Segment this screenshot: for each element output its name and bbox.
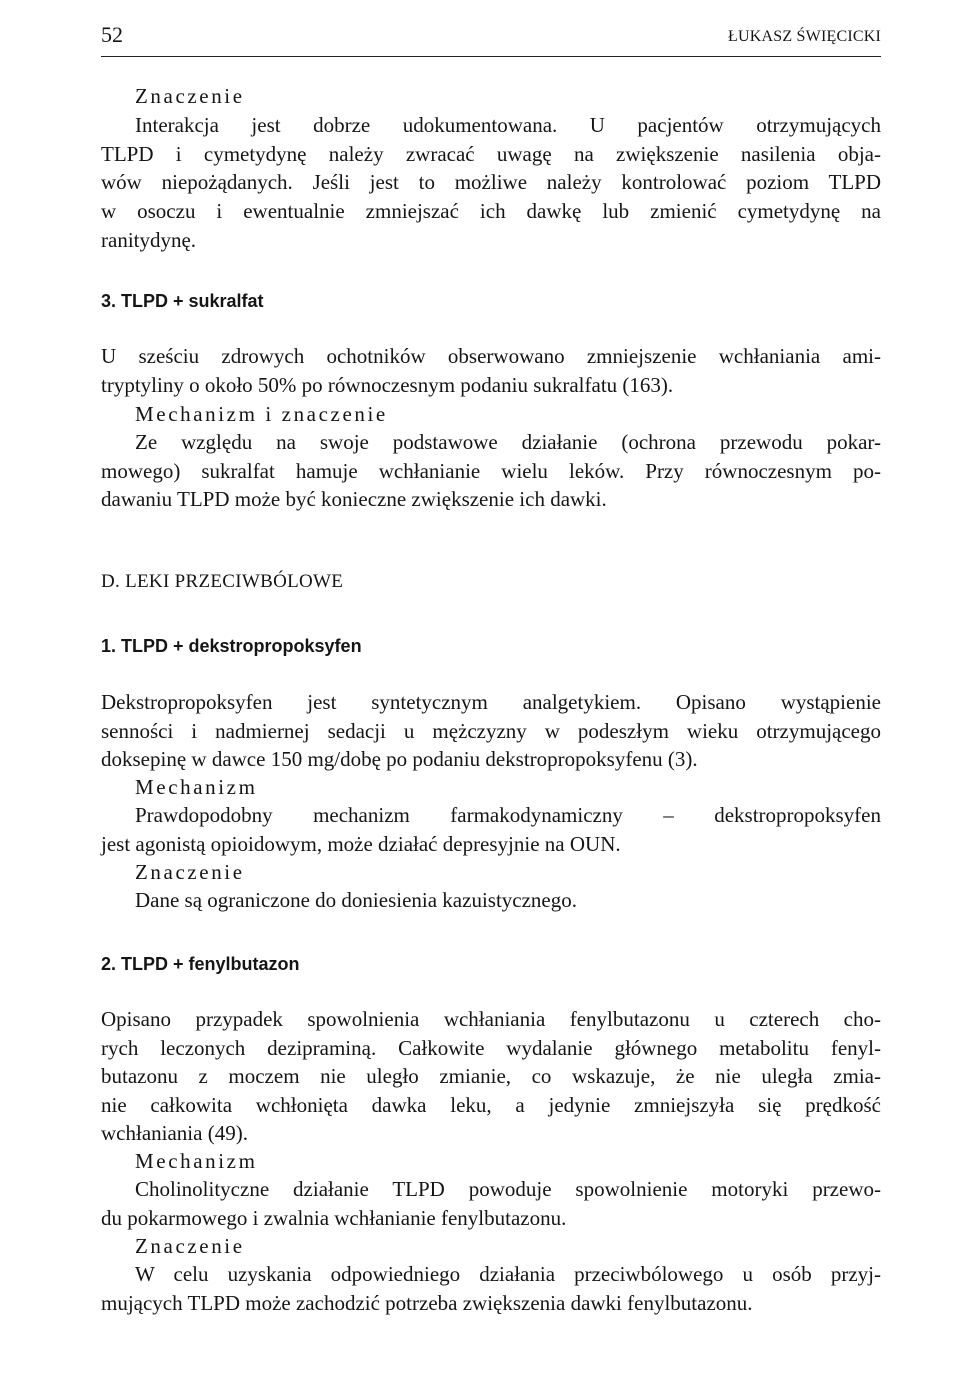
body-line: w osoczu i ewentualnie zmniejszać ich dawkę lub zmienić cymetydynę na [101,199,881,223]
body-line: tryptyliny o około 50% po równoczesnym podaniu sukralfatu (163). [101,373,674,397]
body-line: Cholinolityczne działanie TLPD powoduje spowolnienie motoryki przewo- [135,1177,881,1201]
body-line: TLPD i cymetydynę należy zwracać uwagę na zwiększenie nasilenia obja- [101,142,881,166]
section-heading-sucralfate: 3. TLPD + sukralfat [101,291,264,311]
running-head: ŁUKASZ ŚWIĘCICKI [728,28,881,45]
section-heading-phenylbutazone: 2. TLPD + fenylbutazon [101,954,300,974]
subheading-significance: Znaczenie [135,84,245,108]
body-line: senności i nadmiernej sedacji u mężczyzny w podeszłym wieku otrzymującego [101,719,881,743]
body-line: Dane są ograniczone do doniesienia kazuistycznego. [135,888,577,912]
body-line: mowego) sukralfat hamuje wchłanianie wielu leków. Przy równoczesnym po- [101,459,881,483]
chapter-heading-analgesics: D. LEKI PRZECIWBÓLOWE [101,571,344,592]
subheading-mechanism-significance: Mechanizm i znaczenie [135,402,388,426]
body-line: nie całkowita wchłonięta dawka leku, a jedynie zmniejszyła się prędkość [101,1093,881,1117]
body-line: butazonu z moczem nie uległo zmianie, co wskazuje, że nie uległa zmia- [101,1064,881,1088]
body-line: Prawdopodobny mechanizm farmakodynamiczny – dekstropropoksyfen [135,803,881,827]
body-line: W celu uzyskania odpowiedniego działania przeciwbólowego u osób przyj- [135,1262,881,1286]
body-line: dawaniu TLPD może być konieczne zwiększenie ich dawki. [101,487,607,511]
section-heading-dextropropoxyphene: 1. TLPD + dekstropropoksyfen [101,636,362,656]
body-line: Ze względu na swoje podstawowe działanie (ochrona przewodu pokar- [135,430,881,454]
body-line: wów niepożądanych. Jeśli jest to możliwe należy kontrolować poziom TLPD [101,170,881,194]
body-line: rych leczonych dezipraminą. Całkowite wydalanie głównego metabolitu fenyl- [101,1036,881,1060]
body-line: U sześciu zdrowych ochotników obserwowano zmniejszenie wchłaniania ami- [101,344,881,368]
subheading-mechanism: Mechanizm [135,775,258,799]
body-line: mujących TLPD może zachodzić potrzeba zwiększenia dawki fenylbutazonu. [101,1291,753,1315]
page-number: 52 [101,22,123,47]
subheading-significance: Znaczenie [135,860,245,884]
body-line: Interakcja jest dobrze udokumentowana. U pacjentów otrzymujących [135,113,881,137]
body-line: Opisano przypadek spowolnienia wchłaniania fenylbutazonu u czterech cho- [101,1007,881,1031]
body-line: wchłaniania (49). [101,1121,248,1145]
page-header [101,18,881,57]
subheading-significance: Znaczenie [135,1234,245,1258]
body-line: du pokarmowego i zwalnia wchłanianie fenylbutazonu. [101,1206,567,1230]
subheading-mechanism: Mechanizm [135,1149,258,1173]
body-line: doksepinę w dawce 150 mg/dobę po podaniu dekstropropoksyfenu (3). [101,747,698,771]
body-line: Dekstropropoksyfen jest syntetycznym analgetykiem. Opisano wystąpienie [101,690,881,714]
body-line: ranitydynę. [101,228,197,252]
body-line: jest agonistą opioidowym, może działać depresyjnie na OUN. [101,832,621,856]
